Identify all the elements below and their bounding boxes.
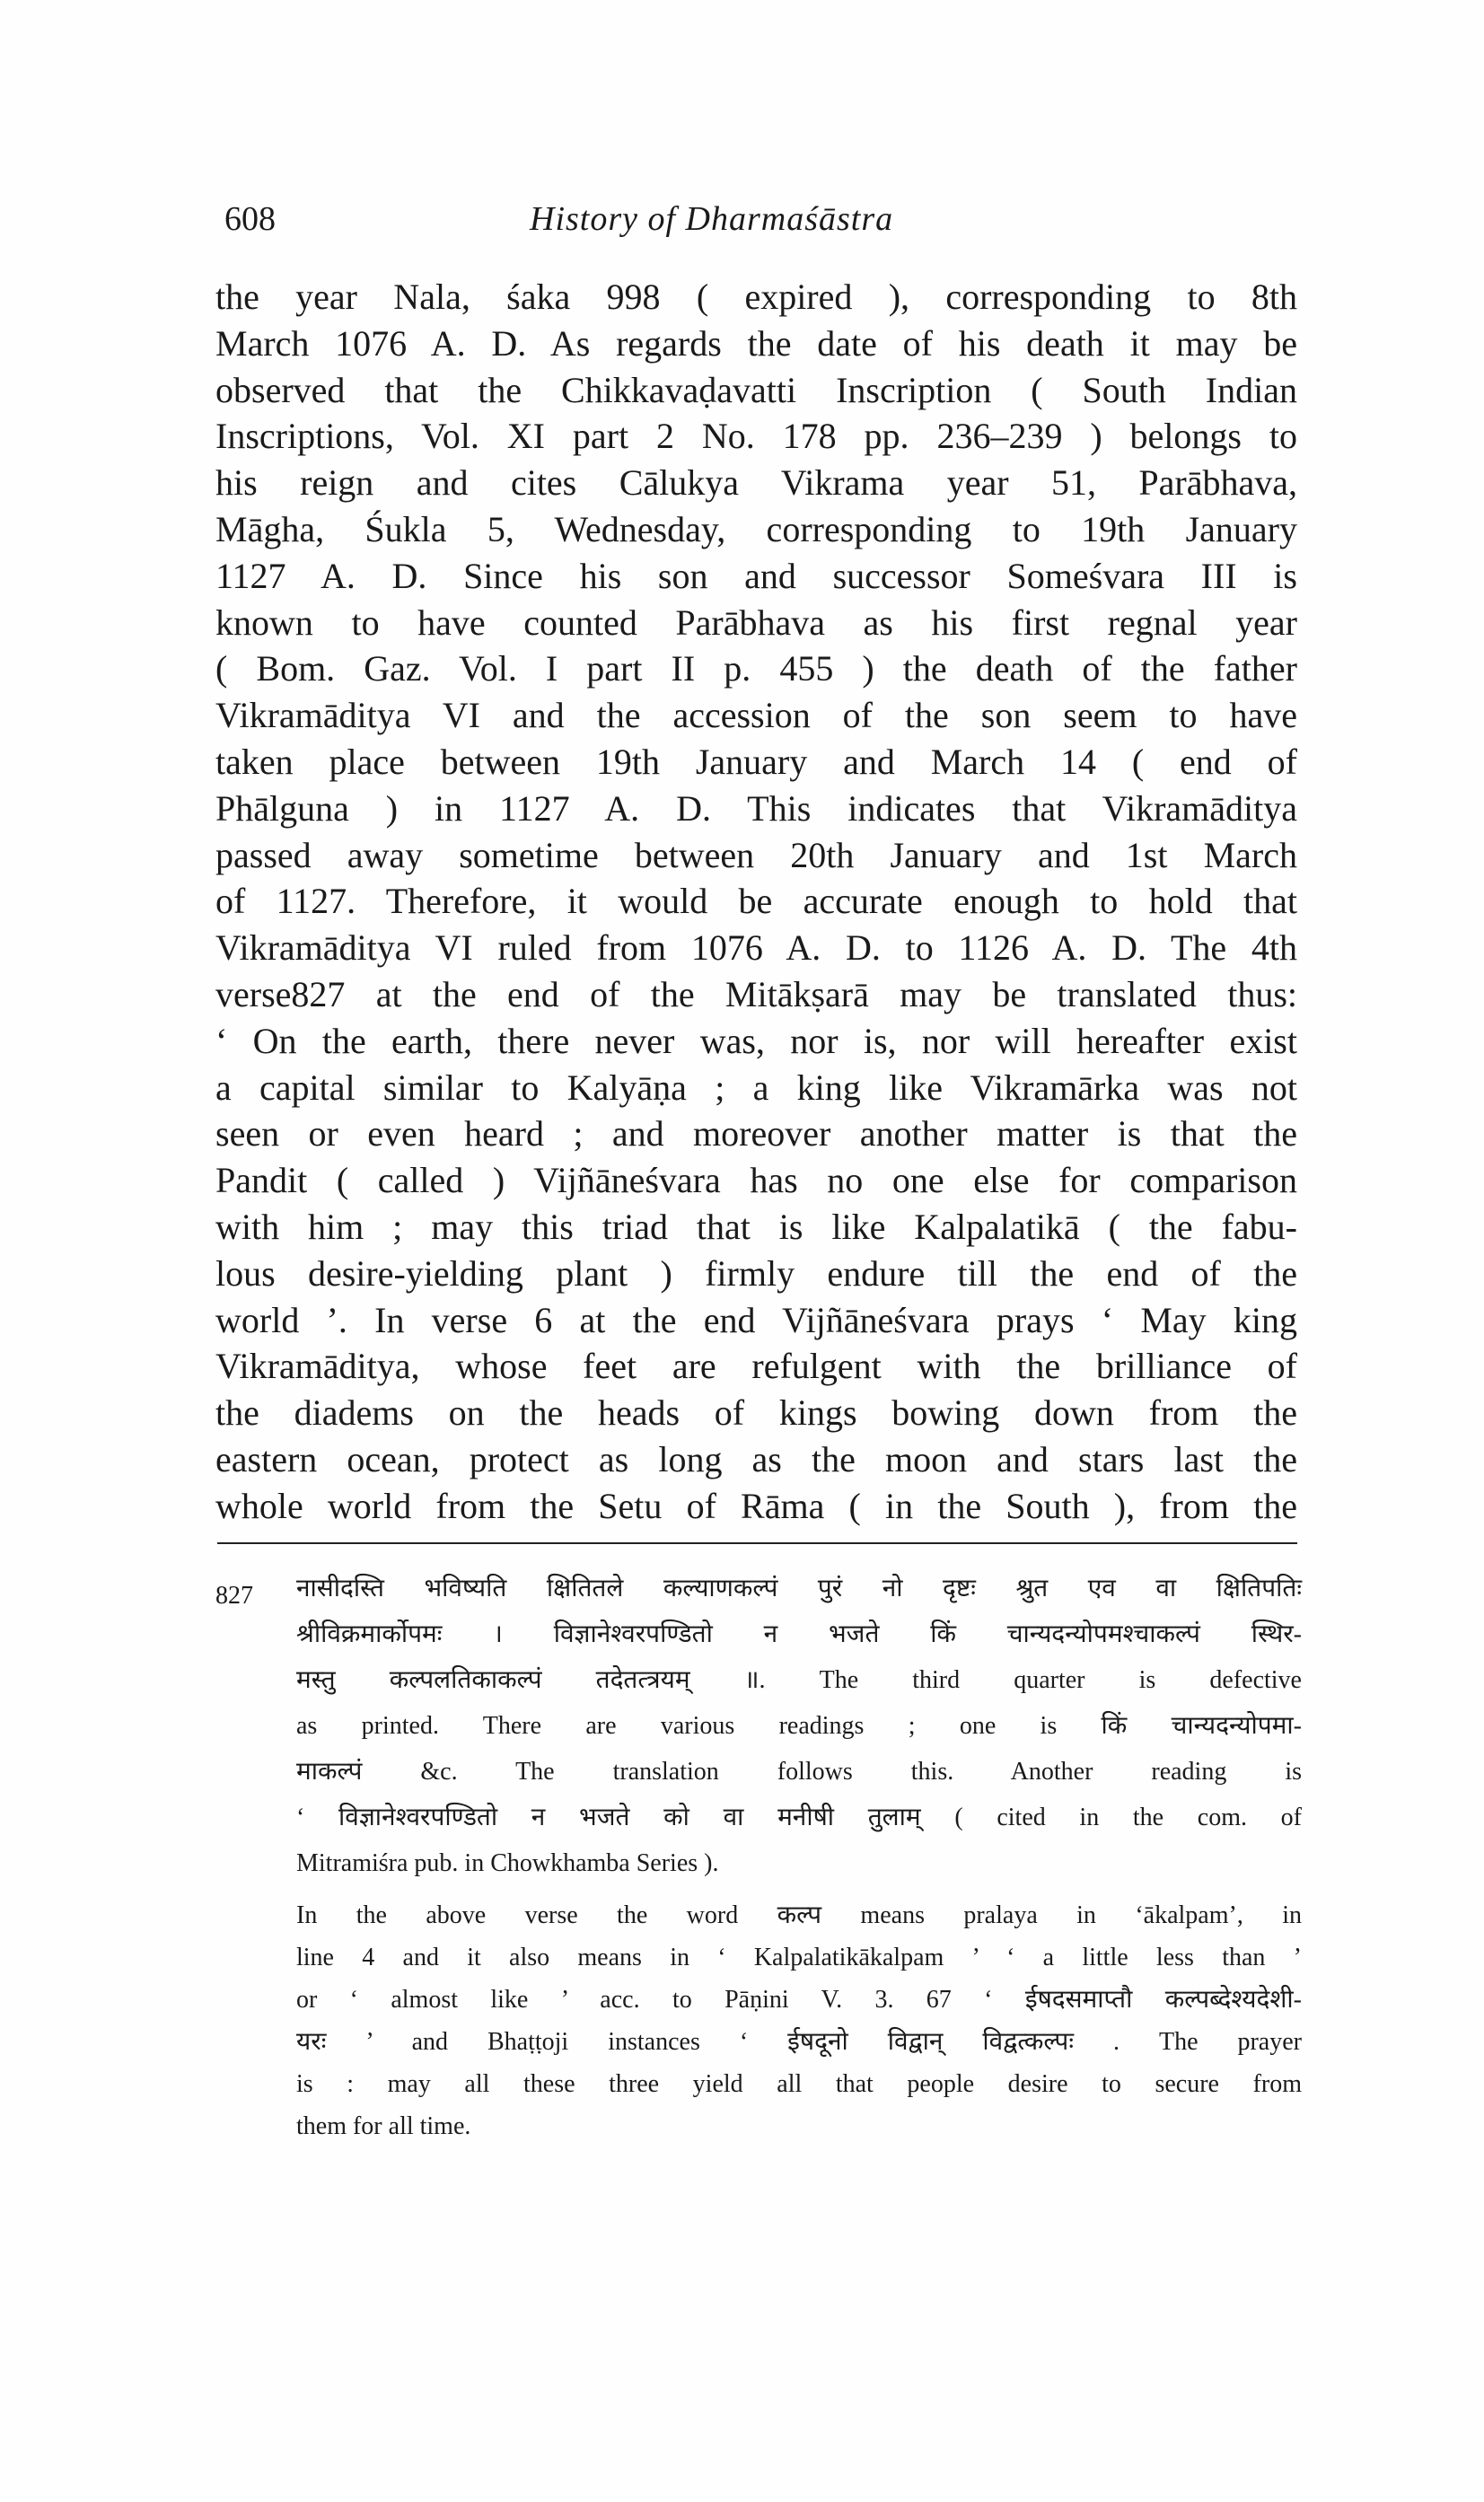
main-body-text [215,274,1297,1530]
body-line: eastern ocean, protect as long as the moon and stars last the [215,1438,1297,1479]
footnote-section [215,1567,1302,2147]
body-line: known to have counted Parābhava as his first regnal year [215,601,1297,643]
body-line: of 1127. Therefore, it would be accurate enough to hold that [215,881,1297,922]
body-line: Māgha, Śukla 5, Wednesday, corresponding to 19th January [215,508,1297,549]
footnote-paragraph-2 [215,1894,1302,2147]
footnote-marker: 827 [215,1582,253,1610]
footnote-paragraph [215,1567,1302,1887]
footnote-line: or ‘ almost like ’ acc. to Pāṇini V. 3. 67 ‘ ईषदसमाप्तौ कल्पब्देश्यदेशी- [296,1986,1302,2014]
body-line: lous desire-yielding plant ) firmly endure till the end of the [215,1252,1297,1294]
body-line: a capital similar to Kalyāṇa ; a king like Vikramārka was not [215,1067,1297,1108]
footnote-line: श्रीविक्रमार्कोपमः । विज्ञानेश्वरपण्डितो न भजते किं चान्यदन्योपमश्चाकल्पं स्थिर- [296,1620,1302,1648]
body-line: the year Nala, śaka 998 ( expired ), corresponding to 8th [215,277,1297,317]
body-line: his reign and cites Cālukya Vikrama year 51, Parābhava, [215,462,1297,504]
body-line: seen or even heard ; and moreover another matter is that the [215,1113,1297,1154]
footnote-line: ‘ विज्ञानेश्वरपण्डितो न भजते को वा मनीषी तुलाम् ( cited in the com. of [296,1804,1302,1831]
page-header [224,199,1302,244]
body-line: Inscriptions, Vol. XI part 2 No. 178 pp. 236–239 ) belongs to [215,416,1297,457]
footnote-line: माकल्पं &c. The translation follows this. Another reading is [296,1758,1302,1786]
body-line: Phālguna ) in 1127 A. D. This indicates that Vikramāditya [215,787,1297,829]
body-line: 1127 A. D. Since his son and successor Someśvara III is [215,555,1297,596]
page-number: 608 [224,200,276,238]
running-title: History of Dharmaśāstra [530,200,894,238]
footnote-line: मस्तु कल्पलतिकाकल्पं तदेतत्त्रयम् ॥. The third quarter is defective [296,1666,1302,1694]
body-line: verse827 at the end of the Mitākṣarā may be translated thus: [215,973,1297,1014]
body-line: with him ; may this triad that is like Kalpalatikā ( the fabu- [215,1206,1297,1247]
body-line: ( Bom. Gaz. Vol. I part II p. 455 ) the death of the father [215,648,1297,689]
body-line: March 1076 A. D. As regards the date of his death it may be [215,322,1297,364]
footnote-line: यरः ’ and Bhaṭṭoji instances ‘ ईषदूनो विद्वान् विद्वत्कल्पः . The prayer [296,2028,1302,2056]
body-line: the diadems on the heads of kings bowing down from the [215,1392,1297,1434]
footnote-line: नासीदस्ति भविष्यति क्षितितले कल्याणकल्पं पुरं नो दृष्टः श्रुत एव वा क्षितिपतिः [296,1575,1302,1602]
body-line: world ’. In verse 6 at the end Vijñāneśvara prays ‘ May king [215,1299,1297,1340]
body-line: taken place between 19th January and March 14 ( end of [215,741,1297,782]
body-line: whole world from the Setu of Rāma ( in the South ), from the [215,1485,1297,1526]
body-line: Vikramāditya, whose feet are refulgent with the brilliance of [215,1346,1297,1387]
footnote-line: Mitramiśra pub. in Chowkhamba Series ). [296,1849,719,1877]
body-line: ‘ On the earth, there never was, nor is, nor will hereafter exist [215,1020,1297,1061]
footnote-line: is : may all these three yield all that people desire to secure from [296,2070,1302,2098]
footnote-line: as printed. There are various readings ; one is किं चान्यदन्योपमा- [296,1712,1302,1740]
footnote-divider [217,1542,1297,1544]
body-line: passed away sometime between 20th January and 1st March [215,834,1297,875]
body-line: Vikramāditya VI ruled from 1076 A. D. to 1126 A. D. The 4th [215,927,1297,969]
footnote-line: In the above verse the word कल्प means pralaya in ‘ākalpam’, in [296,1901,1302,1929]
body-line: Vikramāditya VI and the accession of the son seem to have [215,695,1297,736]
body-line: Pandit ( called ) Vijñāneśvara has no one else for comparison [215,1160,1297,1201]
footnote-line: line 4 and it also means in ‘ Kalpalatikākalpam ’ ‘ a little less than ’ [296,1944,1302,1971]
footnote-line: them for all time. [296,2112,471,2140]
body-line: observed that the Chikkavaḍavatti Inscription ( South Indian [215,369,1297,410]
